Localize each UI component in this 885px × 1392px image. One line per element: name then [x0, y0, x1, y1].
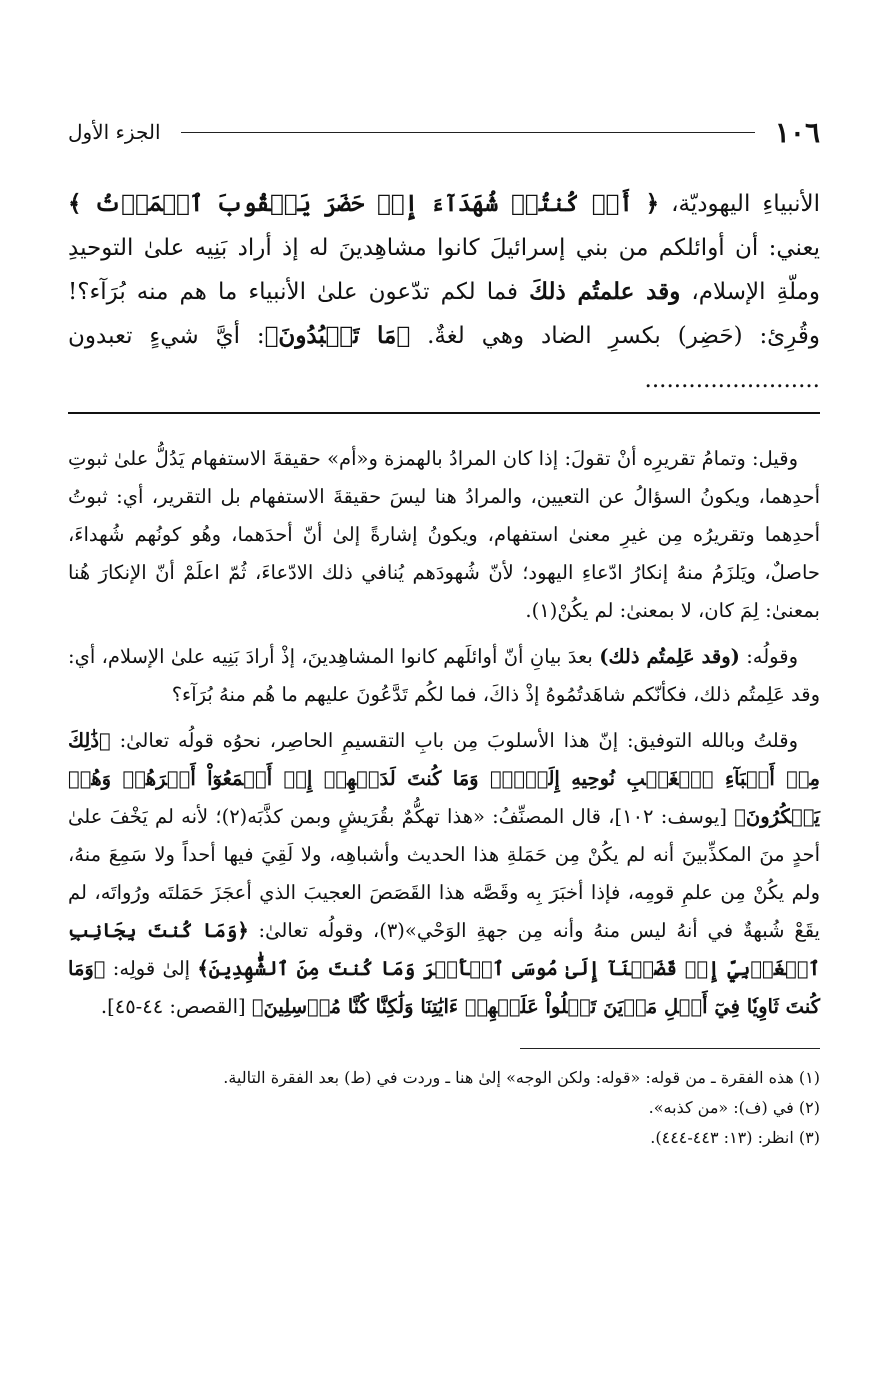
quran-verse: ﴿ أَمۡ كُنتُمۡ شُهَدَآءَ إِذۡ حَضَرَ يَعۡقُوبَ ٱلۡمَوۡتُ ﴾ [68, 190, 660, 217]
footnote: (٢) في (ف): «من كذبه». [648, 1098, 820, 1117]
footnote-divider [520, 1048, 820, 1049]
commentary-segment: بعدَ بيانِ أنّ أوائلَهم كانوا المشاهِدينَ، إذْ أرادَ بَنِيه علىٰ الإسلام، أي: وقد عَلِمتُم ذلك، فكأنّكم شاهَدتُمُوهُ إذْ ذاكَ، فما لكُم تَدَّعُونَ عليهم ما هُم منهُ بُرَآء؟ [68, 645, 820, 706]
page-header [68, 112, 820, 152]
commentary-segment: وقلتُ وبالله التوفيق: إنّ هذا الأسلوبَ مِن بابِ التقسيمِ الحاصِر، نحوُه قولُه تعالىٰ: [110, 729, 798, 752]
main-text [68, 182, 820, 402]
part-title: الجزء الأول [68, 120, 161, 144]
footnotes [68, 1063, 820, 1153]
quran-verse: ﴿وَمَا كُنتَ ثَاوِيٗا فِيٓ أَهۡلِ مَدۡيَنَ تَتۡلُواْ عَلَيۡهِمۡ ءَايَٰتِنَا وَلَٰكِنَّا كُنَّا مُرۡسِلِينَ﴾ [68, 957, 820, 1018]
main-text-segment: فما لكم تدّعون علىٰ الأنبياء ما هم منه بُرَآء؟! وقُرِئ: (حَضِر) بكسرِ الضاد وهي لغةٌ. [68, 279, 820, 349]
commentary [68, 440, 820, 1026]
main-text-segment: يعني: أن أوائلكم من بني إسرائيلَ كانوا مشاهِدينَ له إذ أراد بَنِيه علىٰ التوحيدِ وملّةِ الإسلام، [68, 235, 820, 305]
commentary-bold: (وقد عَلِمتُم ذلك) [599, 645, 740, 668]
quran-verse: ﴿وَمَا كُنتَ بِجَانِبِ ٱلۡغَرۡبِيِّ إِذۡ قَضَيۡنَآ إِلَىٰ مُوسَى ٱلۡأَمۡرَ وَمَا كُنتَ مِنَ ٱلشَّٰهِدِينَ﴾ [68, 919, 820, 980]
main-text-segment: : أيَّ شيءٍ تعبدون ........................ [68, 323, 820, 393]
commentary-segment: إلىٰ قولِه: [105, 957, 198, 980]
header-rule [181, 132, 755, 133]
commentary-segment: [يوسف: ١٠٢]، قال المصنِّفُ: «هذا تهكُّمٌ بقُرَيشٍ وبمن كذَّبَه(٢)؛ لأنه لم يَخْفَ علىٰ أحدٍ منَ المكذِّبينَ أنه لم يكُنْ مِن حَمَلةِ هذا الحديث وأشباهِه، ولا لَقِيَ فيها أحداً ولا سَمِعَ منهُ، ولم يكُنْ مِن علمِ قومِه، فإذا أخبَرَ بِه وقَصَّه هذا القَصَصَ العجيبَ الذي أعجَزَ حَمَلتَه ورُواتَه، لم يقَعْ شُبهةٌ في أنهُ ليس منهُ وأنه مِن جهةِ الوَحْي»(٣)، وقولُه تعالىٰ: [68, 805, 820, 942]
commentary-segment: [القصص: ٤٤-٤٥]. [100, 995, 252, 1018]
page-number: ١٠٦ [774, 115, 820, 149]
commentary-paragraph: وقيل: وتمامُ تقريرِه أنْ تقولَ: إذا كان المرادُ بالهمزة و«أم» حقيقةَ الاستفهام يَدُلُّ علىٰ ثبوتِ أحدِهما، ويكونُ السؤالُ عن التعيين، والمرادُ هنا ليسَ حقيقةَ الاستفهام بل التقرير، أي: ثبوتُ أحدِهما وتقريرُه مِن غيرِ معنىٰ استفهام، ويكونُ إشارةً إلىٰ أنّ أحدَهما، وهُو كونُهم شُهداءَ، حاصلٌ، ويَلزَمُ منهُ إنكارُ ادّعاءِ اليهود؛ لأنّ شُهودَهم يُنافي ذلك الادّعاءَ، ثُمّ اعلَمْ أنّ الإنكارَ هُنا بمعنىٰ: لِمَ كان، لا بمعنىٰ: لم يكُنْ(١). [68, 447, 820, 622]
footnote: (١) هذه الفقرة ـ من قوله: «قوله: ولكن الوجه» إلىٰ هنا ـ وردت في (ط) بعد الفقرة التالية. [223, 1068, 820, 1087]
quran-verse: ﴿ذَٰلِكَ مِنۡ أَنۢبَآءِ ٱلۡغَيۡبِ نُوحِيهِ إِلَيۡكَۖ وَمَا كُنتَ لَدَيۡهِمۡ إِذۡ أَجۡمَعُوٓاْ أَمۡرَهُمۡ وَهُمۡ يَمۡكُرُونَ﴾ [68, 729, 820, 828]
commentary-paragraph [68, 722, 820, 1026]
book-page [68, 112, 820, 1153]
main-text-bold: وقد علمتُم ذلكَ [529, 278, 681, 305]
commentary-segment: وقولُه: [739, 645, 798, 668]
commentary-paragraph [68, 638, 820, 714]
main-text-segment: الأنبياءِ اليهوديّة، [659, 191, 820, 217]
footnote: (٣) انظر: (١٣: ٤٤٣-٤٤٤). [650, 1128, 820, 1147]
quran-verse: ﴿مَا تَعۡبُدُونَ﴾ [264, 322, 411, 349]
main-text-divider [68, 412, 820, 414]
